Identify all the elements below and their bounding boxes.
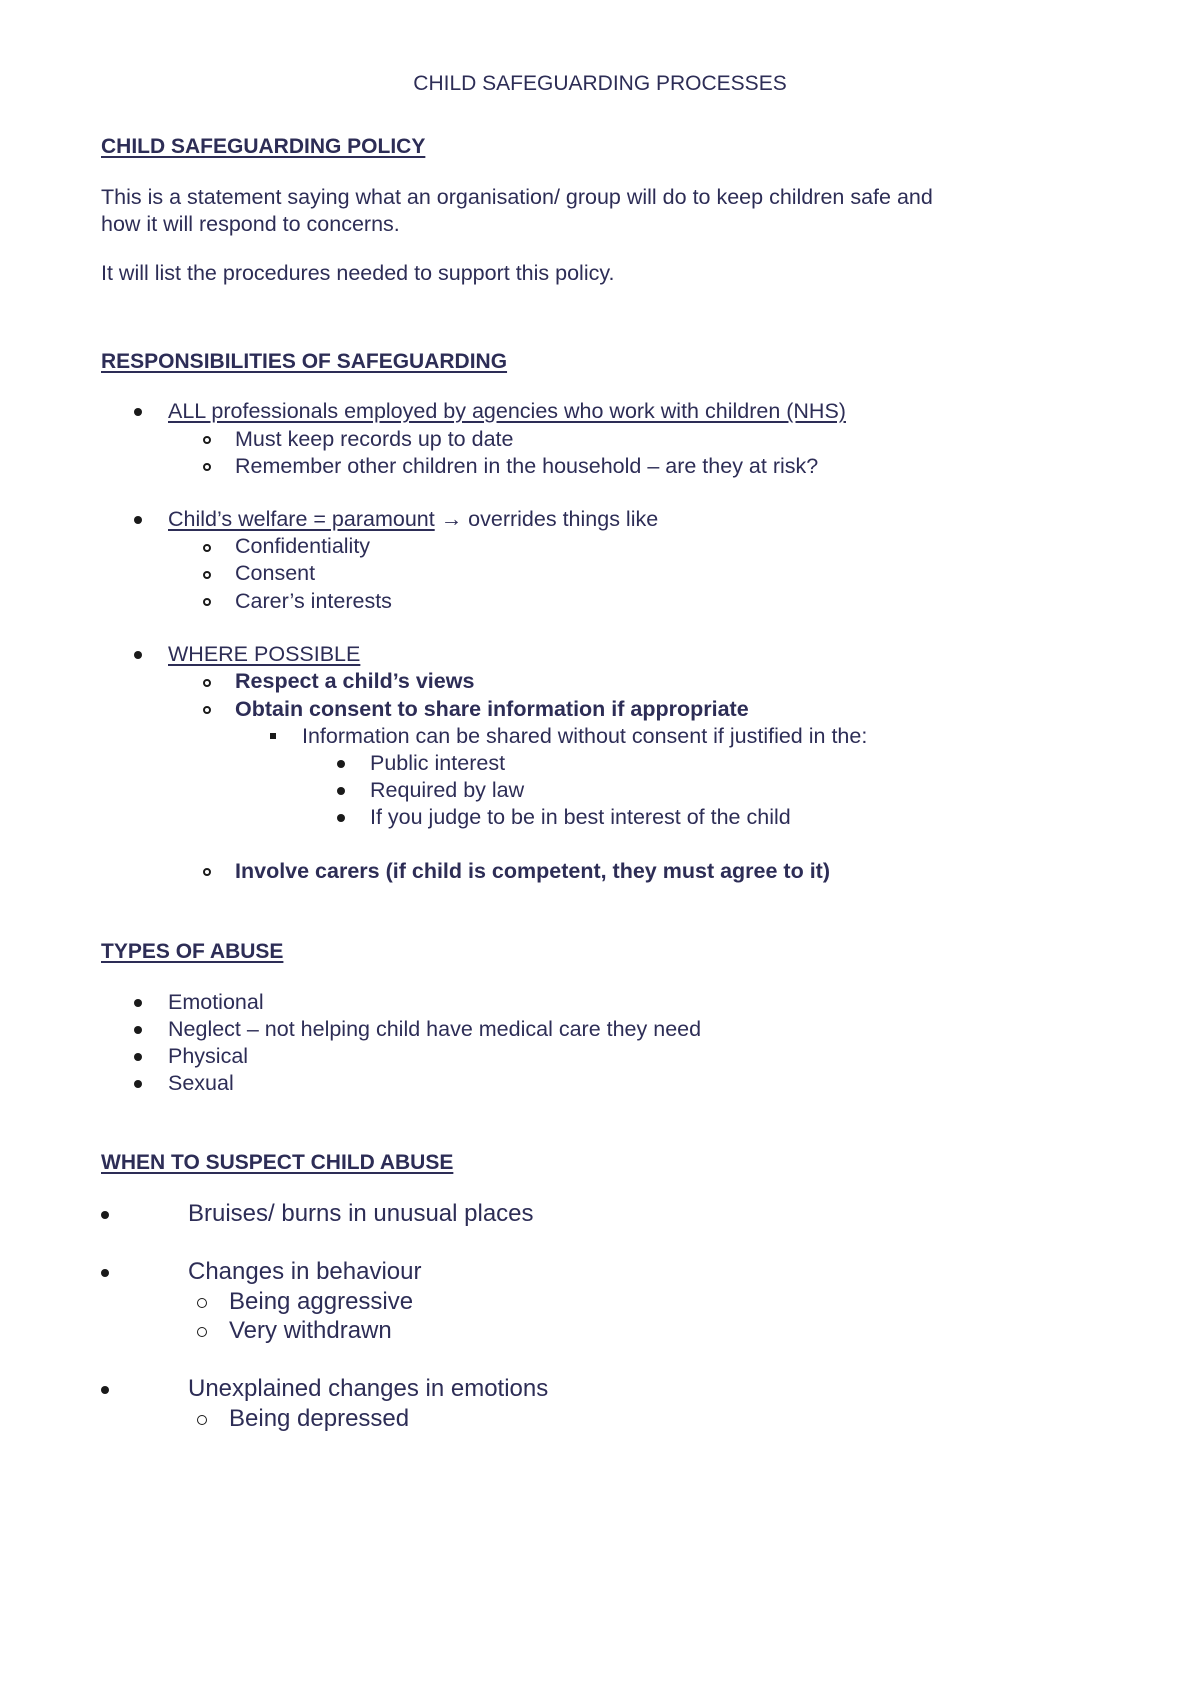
section-heading-responsibilities: RESPONSIBILITIES OF SAFEGUARDING	[101, 350, 508, 373]
document-title: CHILD SAFEGUARDING PROCESSES	[413, 72, 787, 95]
responsibility-item-2-sub-2: Consent	[235, 561, 316, 585]
section-heading-policy: CHILD SAFEGUARDING POLICY	[101, 135, 426, 158]
abuse-type-item: Neglect – not helping child have medical care they need	[168, 1017, 702, 1041]
responsibility-item-2-sub-3: Carer’s interests	[235, 589, 392, 613]
responsibility-item-2-label: Child’s welfare = paramount	[168, 507, 435, 531]
policy-paragraph-line2: how it will respond to concerns.	[101, 212, 400, 236]
bullet-icon	[134, 1026, 142, 1034]
bullet-icon	[337, 814, 345, 822]
bullet-icon	[134, 1080, 142, 1088]
responsibility-item-1-sub-2: Remember other children in the household – are they at risk?	[235, 454, 819, 478]
circle-bullet-icon	[197, 1298, 207, 1308]
suspect-item-2-sub-2: Very withdrawn	[229, 1317, 392, 1344]
square-bullet-icon	[270, 733, 276, 739]
section-heading-when-to-suspect: WHEN TO SUSPECT CHILD ABUSE	[101, 1151, 454, 1174]
suspect-item-1: Bruises/ burns in unusual places	[188, 1200, 534, 1227]
bullet-icon	[134, 516, 142, 524]
suspect-item-3: Unexplained changes in emotions	[188, 1375, 549, 1402]
circle-bullet-icon	[203, 463, 211, 471]
policy-paragraph-line1: This is a statement saying what an organisation/ group will do to keep children safe and	[101, 185, 933, 209]
responsibility-item-3-sub-2: Obtain consent to share information if appropriate	[235, 697, 749, 721]
circle-bullet-icon	[203, 706, 211, 714]
detail-item-3: If you judge to be in best interest of the child	[370, 805, 791, 829]
responsibility-item-2-rest: overrides things like	[468, 507, 659, 531]
abuse-type-item: Sexual	[168, 1071, 234, 1095]
detail-item-2: Required by law	[370, 778, 525, 802]
responsibility-item-3-sub-1: Respect a child’s views	[235, 669, 475, 693]
abuse-type-item: Physical	[168, 1044, 249, 1068]
responsibility-item-3-detail: Information can be shared without consent if justified in the:	[302, 724, 868, 748]
responsibility-item-3: WHERE POSSIBLE	[168, 642, 361, 666]
circle-bullet-icon	[203, 679, 211, 687]
circle-bullet-icon	[203, 436, 211, 444]
bullet-icon	[101, 1269, 109, 1277]
circle-bullet-icon	[203, 571, 211, 579]
bullet-icon	[134, 999, 142, 1007]
responsibility-item-2	[168, 507, 658, 532]
bullet-icon	[337, 787, 345, 795]
detail-item-1: Public interest	[370, 751, 506, 775]
responsibility-item-3-sub-3: Involve carers (if child is competent, they must agree to it)	[235, 859, 830, 883]
section-heading-types-of-abuse: TYPES OF ABUSE	[101, 940, 284, 963]
suspect-item-3-sub-1: Being depressed	[229, 1405, 410, 1432]
circle-bullet-icon	[197, 1415, 207, 1425]
bullet-icon	[337, 760, 345, 768]
circle-bullet-icon	[203, 544, 211, 552]
abuse-type-item: Emotional	[168, 990, 264, 1014]
circle-bullet-icon	[197, 1327, 207, 1337]
circle-bullet-icon	[203, 868, 211, 876]
circle-bullet-icon	[203, 598, 211, 606]
policy-paragraph-2: It will list the procedures needed to support this policy.	[101, 261, 615, 285]
bullet-icon	[134, 651, 142, 659]
arrow-right-icon: →	[440, 507, 463, 531]
bullet-icon	[101, 1211, 109, 1219]
bullet-icon	[134, 408, 142, 416]
bullet-icon	[101, 1386, 109, 1394]
responsibility-item-2-sub-1: Confidentiality	[235, 534, 371, 558]
suspect-item-2-sub-1: Being aggressive	[229, 1288, 414, 1315]
bullet-icon	[134, 1053, 142, 1061]
responsibility-item-1: ALL professionals employed by agencies who work with children (NHS)	[168, 399, 846, 423]
suspect-item-2: Changes in behaviour	[188, 1258, 422, 1285]
responsibility-item-1-sub-1: Must keep records up to date	[235, 427, 514, 451]
